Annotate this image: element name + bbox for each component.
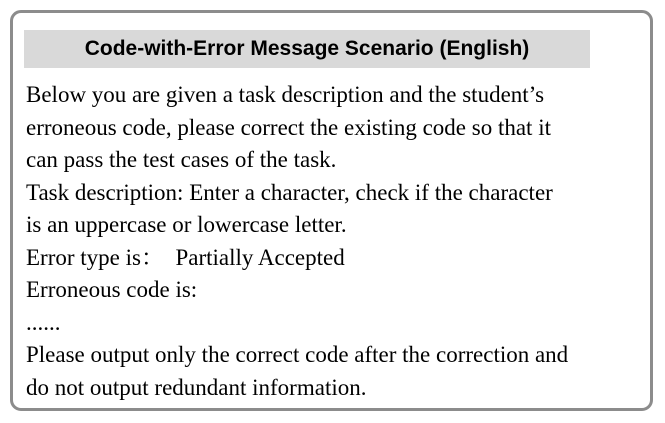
scenario-panel xyxy=(10,10,653,411)
body-line-intro-1: Below you are given a task description and the student’s xyxy=(26,82,545,107)
body-line-output-instruction-2: do not output redundant information. xyxy=(26,374,367,400)
body-line-erroneous-code-label: Erroneous code is: xyxy=(26,277,198,302)
body-line-error-type: Error type is： Partially Accepted xyxy=(26,244,345,270)
body-line-task-description-2: is an uppercase or lowercase letter. xyxy=(26,212,347,237)
scenario-title-bar xyxy=(24,30,590,68)
body-line-output-instruction-1: Please output only the correct code after the correction and xyxy=(26,342,569,367)
scenario-body xyxy=(26,79,640,404)
body-line-intro-3: can pass the test cases of the task. xyxy=(26,147,337,172)
scenario-title: Code-with-Error Message Scenario (English) xyxy=(84,37,530,60)
body-line-code-ellipsis: ...... xyxy=(26,309,61,335)
body-line-task-description-1: Task description: Enter a character, check if the character xyxy=(26,179,553,205)
body-line-intro-2: erroneous code, please correct the existing code so that it xyxy=(26,114,551,140)
